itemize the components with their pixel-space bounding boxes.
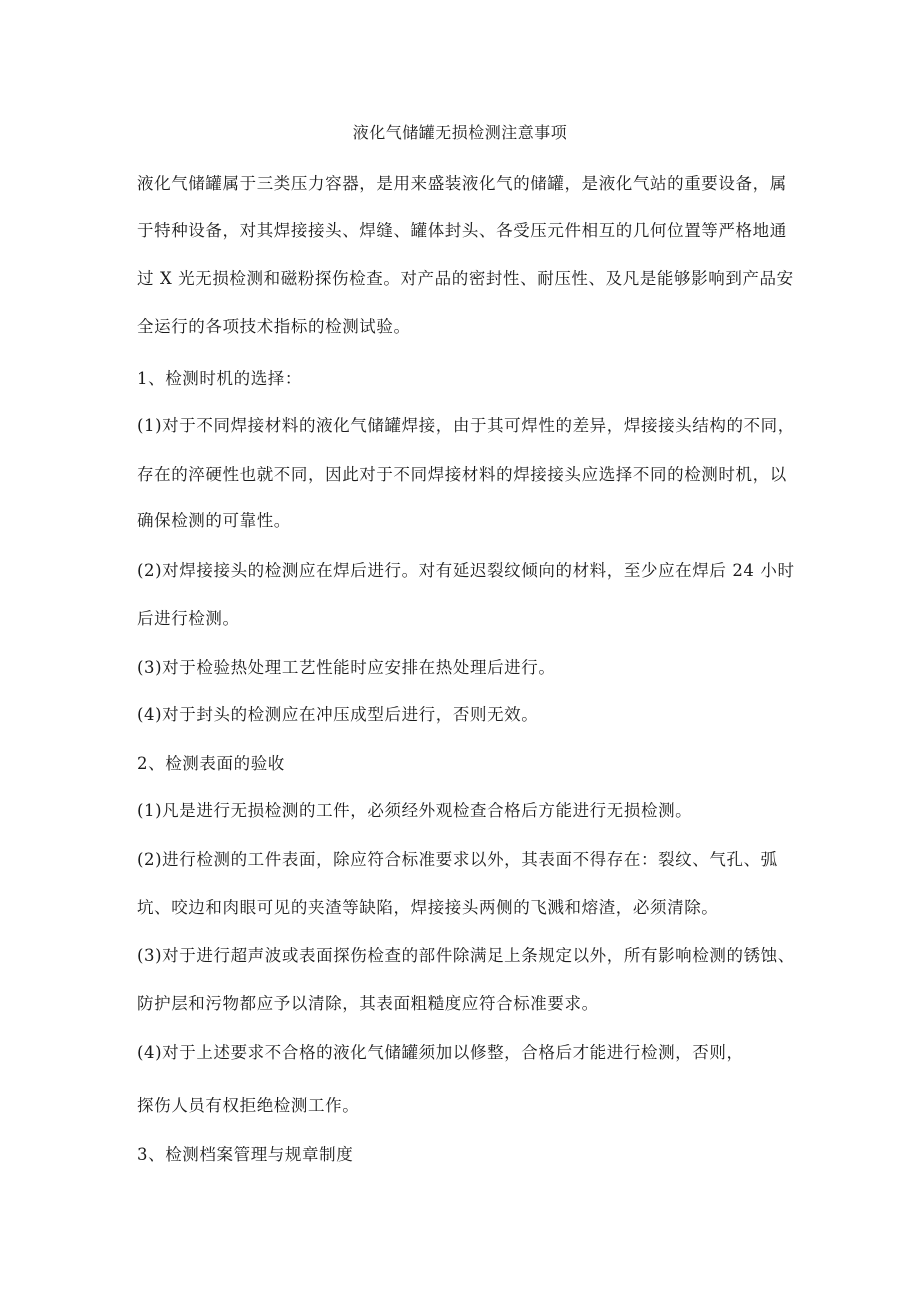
section-heading: 2、检测表面的验收 <box>137 754 285 773</box>
paragraph-line: 全运行的各项技术指标的检测试验。 <box>137 317 411 336</box>
paragraph-line: 液化气储罐属于三类压力容器，是用来盛装液化气的储罐，是液化气站的重要设备，属 <box>137 174 787 193</box>
paragraph-line: (4)对于封头的检测应在冲压成型后进行，否则无效。 <box>137 705 539 724</box>
paragraph-line: 后进行检测。 <box>137 609 240 628</box>
paragraph-line: (2)对焊接接头的检测应在焊后进行。对有延迟裂纹倾向的材料，至少应在焊后 24 小时 <box>137 561 795 580</box>
paragraph-line: (2)进行检测的工件表面，除应符合标准要求以外，其表面不得存在：裂纹、气孔、弧 <box>137 850 778 869</box>
paragraph-line: 存在的淬硬性也就不同，因此对于不同焊接材料的焊接接头应选择不同的检测时机，以 <box>137 465 787 484</box>
paragraph-line: 于特种设备，对其焊接接头、焊缝、罐体封头、各受压元件相互的几何位置等严格地通 <box>137 221 787 240</box>
paragraph-line: (1)对于不同焊接材料的液化气储罐焊接，由于其可焊性的差异，焊接接头结构的不同， <box>137 416 795 435</box>
paragraph-line: 防护层和污物都应予以清除，其表面粗糙度应符合标准要求。 <box>137 994 599 1013</box>
paragraph-line: (3)对于检验热处理工艺性能时应安排在热处理后进行。 <box>137 658 556 677</box>
paragraph-line: (3)对于进行超声波或表面探伤检查的部件除满足上条规定以外，所有影响检测的锈蚀、 <box>137 946 795 965</box>
paragraph-line: 确保检测的可靠性。 <box>137 511 291 530</box>
paragraph-line: (4)对于上述要求不合格的液化气储罐须加以修整，合格后才能进行检测，否则， <box>137 1043 744 1062</box>
section-heading: 1、检测时机的选择： <box>137 369 302 388</box>
document-title: 液化气储罐无损检测注意事项 <box>352 123 568 142</box>
paragraph-line: 坑、咬边和肉眼可见的夹渣等缺陷，焊接接头两侧的飞溅和熔渣，必须清除。 <box>137 898 719 917</box>
paragraph-line: 探伤人员有权拒绝检测工作。 <box>137 1096 360 1115</box>
paragraph-line: (1)凡是进行无损检测的工件，必须经外观检查合格后方能进行无损检测。 <box>137 801 693 820</box>
paragraph-line: 过 X 光无损检测和磁粉探伤检查。对产品的密封性、耐压性、及凡是能够影响到产品安 <box>137 269 794 288</box>
section-heading: 3、检测档案管理与规章制度 <box>137 1145 354 1164</box>
